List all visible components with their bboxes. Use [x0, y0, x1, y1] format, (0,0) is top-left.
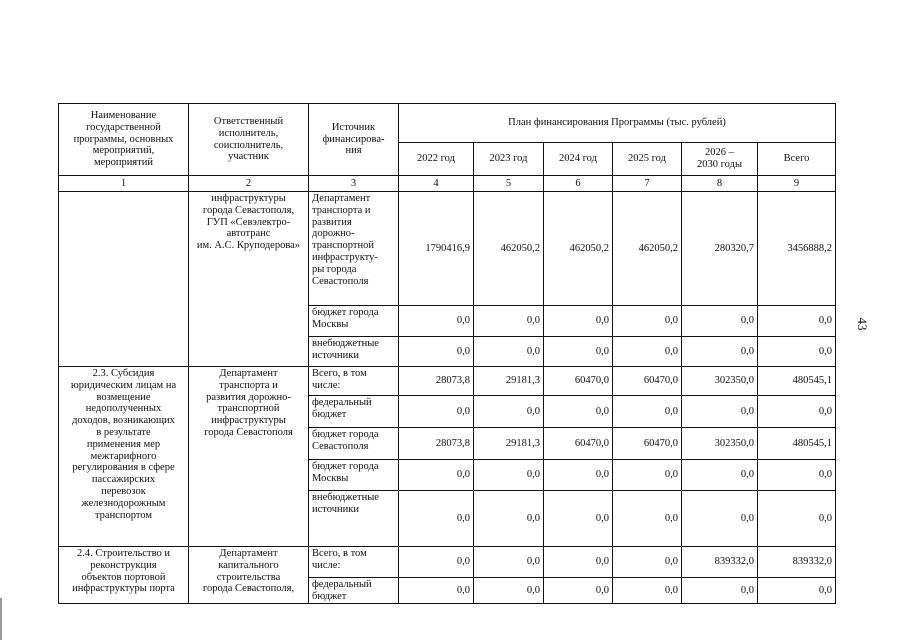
value-cell: 29181,3	[473, 366, 544, 396]
header-program-name: Наименование государственной программы, основных мероприятий, мероприятий	[58, 103, 189, 176]
value-cell: 0,0	[543, 546, 613, 578]
value-cell: 462050,2	[543, 191, 613, 306]
value-cell: 60470,0	[612, 427, 682, 460]
value-cell: 0,0	[612, 490, 682, 547]
header-year: Всего	[757, 142, 836, 176]
source-cell: бюджет города Москвы	[308, 305, 399, 337]
value-cell: 0,0	[681, 459, 758, 491]
header-column-number: 7	[612, 175, 682, 192]
source-cell: бюджет города Севастополя	[308, 427, 399, 460]
header-responsible: Ответственный исполнитель, соисполнитель, участник	[188, 103, 309, 176]
value-cell: 280320,7	[681, 191, 758, 306]
value-cell: 0,0	[612, 395, 682, 428]
source-cell: бюджет города Москвы	[308, 459, 399, 491]
value-cell: 302350,0	[681, 427, 758, 460]
program-name-cell: 2.4. Строительство и реконструкция объектов портовой инфраструктуры порта	[58, 546, 189, 604]
source-cell: Департамент транспорта и развития дорожно- транспортной инфраструкту- ры города Севастополя	[308, 191, 399, 306]
value-cell: 0,0	[681, 336, 758, 367]
header-column-number: 5	[473, 175, 544, 192]
source-cell: федеральный бюджет	[308, 395, 399, 428]
value-cell: 480545,1	[757, 366, 836, 396]
value-cell: 0,0	[757, 395, 836, 428]
header-financing-plan: План финансирования Программы (тыс. рублей)	[398, 103, 836, 143]
value-cell: 0,0	[473, 546, 544, 578]
value-cell: 0,0	[757, 305, 836, 337]
header-year: 2022 год	[398, 142, 474, 176]
value-cell: 0,0	[543, 305, 613, 337]
value-cell: 0,0	[398, 490, 474, 547]
value-cell: 0,0	[543, 577, 613, 604]
header-column-number: 6	[543, 175, 613, 192]
source-cell: внебюджетные источники	[308, 336, 399, 367]
header-column-number: 9	[757, 175, 836, 192]
value-cell: 0,0	[473, 336, 544, 367]
value-cell: 0,0	[473, 459, 544, 491]
value-cell: 0,0	[612, 459, 682, 491]
value-cell: 462050,2	[612, 191, 682, 306]
header-column-number: 3	[308, 175, 399, 192]
value-cell: 0,0	[543, 490, 613, 547]
header-year: 2026 – 2030 годы	[681, 142, 758, 176]
program-name-cell	[58, 191, 189, 367]
value-cell: 0,0	[398, 395, 474, 428]
program-name-cell: 2.3. Субсидия юридическим лицам на возмещение недополученных доходов, возникающих в результате применения мер межтарифного регулирования в сфере пассажирских перевозок железнодорожным транспортом	[58, 366, 189, 547]
value-cell: 0,0	[473, 577, 544, 604]
value-cell: 1790416,9	[398, 191, 474, 306]
value-cell: 480545,1	[757, 427, 836, 460]
value-cell: 28073,8	[398, 366, 474, 396]
value-cell: 0,0	[473, 395, 544, 428]
value-cell: 0,0	[612, 546, 682, 578]
value-cell: 0,0	[398, 459, 474, 491]
value-cell: 0,0	[398, 546, 474, 578]
value-cell: 60470,0	[543, 427, 613, 460]
value-cell: 839332,0	[757, 546, 836, 578]
responsible-cell: инфраструктуры города Севастополя, ГУП «Севэлектро- автотранс им. А.С. Круподерова»	[188, 191, 309, 367]
value-cell: 0,0	[473, 305, 544, 337]
value-cell: 0,0	[757, 459, 836, 491]
value-cell: 0,0	[543, 459, 613, 491]
value-cell: 0,0	[473, 490, 544, 547]
value-cell: 839332,0	[681, 546, 758, 578]
value-cell: 3456888,2	[757, 191, 836, 306]
header-year: 2025 год	[612, 142, 682, 176]
source-cell: Всего, в том числе:	[308, 546, 399, 578]
value-cell: 0,0	[543, 395, 613, 428]
header-year: 2023 год	[473, 142, 544, 176]
header-year: 2024 год	[543, 142, 613, 176]
value-cell: 0,0	[757, 490, 836, 547]
value-cell: 0,0	[543, 336, 613, 367]
value-cell: 0,0	[681, 577, 758, 604]
value-cell: 60470,0	[612, 366, 682, 396]
value-cell: 462050,2	[473, 191, 544, 306]
value-cell: 0,0	[398, 577, 474, 604]
header-source: Источник финансирова- ния	[308, 103, 399, 176]
header-column-number: 4	[398, 175, 474, 192]
value-cell: 29181,3	[473, 427, 544, 460]
value-cell: 60470,0	[543, 366, 613, 396]
header-column-number: 2	[188, 175, 309, 192]
source-cell: внебюджетные источники	[308, 490, 399, 547]
responsible-cell: Департамент капитального строительства города Севастополя,	[188, 546, 309, 604]
header-column-number: 8	[681, 175, 758, 192]
page-number: 43	[855, 317, 870, 331]
value-cell: 0,0	[398, 305, 474, 337]
value-cell: 0,0	[612, 305, 682, 337]
value-cell: 0,0	[757, 336, 836, 367]
scan-edge-mark	[0, 598, 2, 640]
value-cell: 0,0	[612, 577, 682, 604]
value-cell: 0,0	[681, 490, 758, 547]
responsible-cell: Департамент транспорта и развития дорожно- транспортной инфраструктуры города Севастополя	[188, 366, 309, 547]
value-cell: 0,0	[757, 577, 836, 604]
value-cell: 28073,8	[398, 427, 474, 460]
value-cell: 0,0	[398, 336, 474, 367]
source-cell: федеральный бюджет	[308, 577, 399, 604]
value-cell: 302350,0	[681, 366, 758, 396]
source-cell: Всего, в том числе:	[308, 366, 399, 396]
header-column-number: 1	[58, 175, 189, 192]
value-cell: 0,0	[681, 305, 758, 337]
value-cell: 0,0	[612, 336, 682, 367]
value-cell: 0,0	[681, 395, 758, 428]
